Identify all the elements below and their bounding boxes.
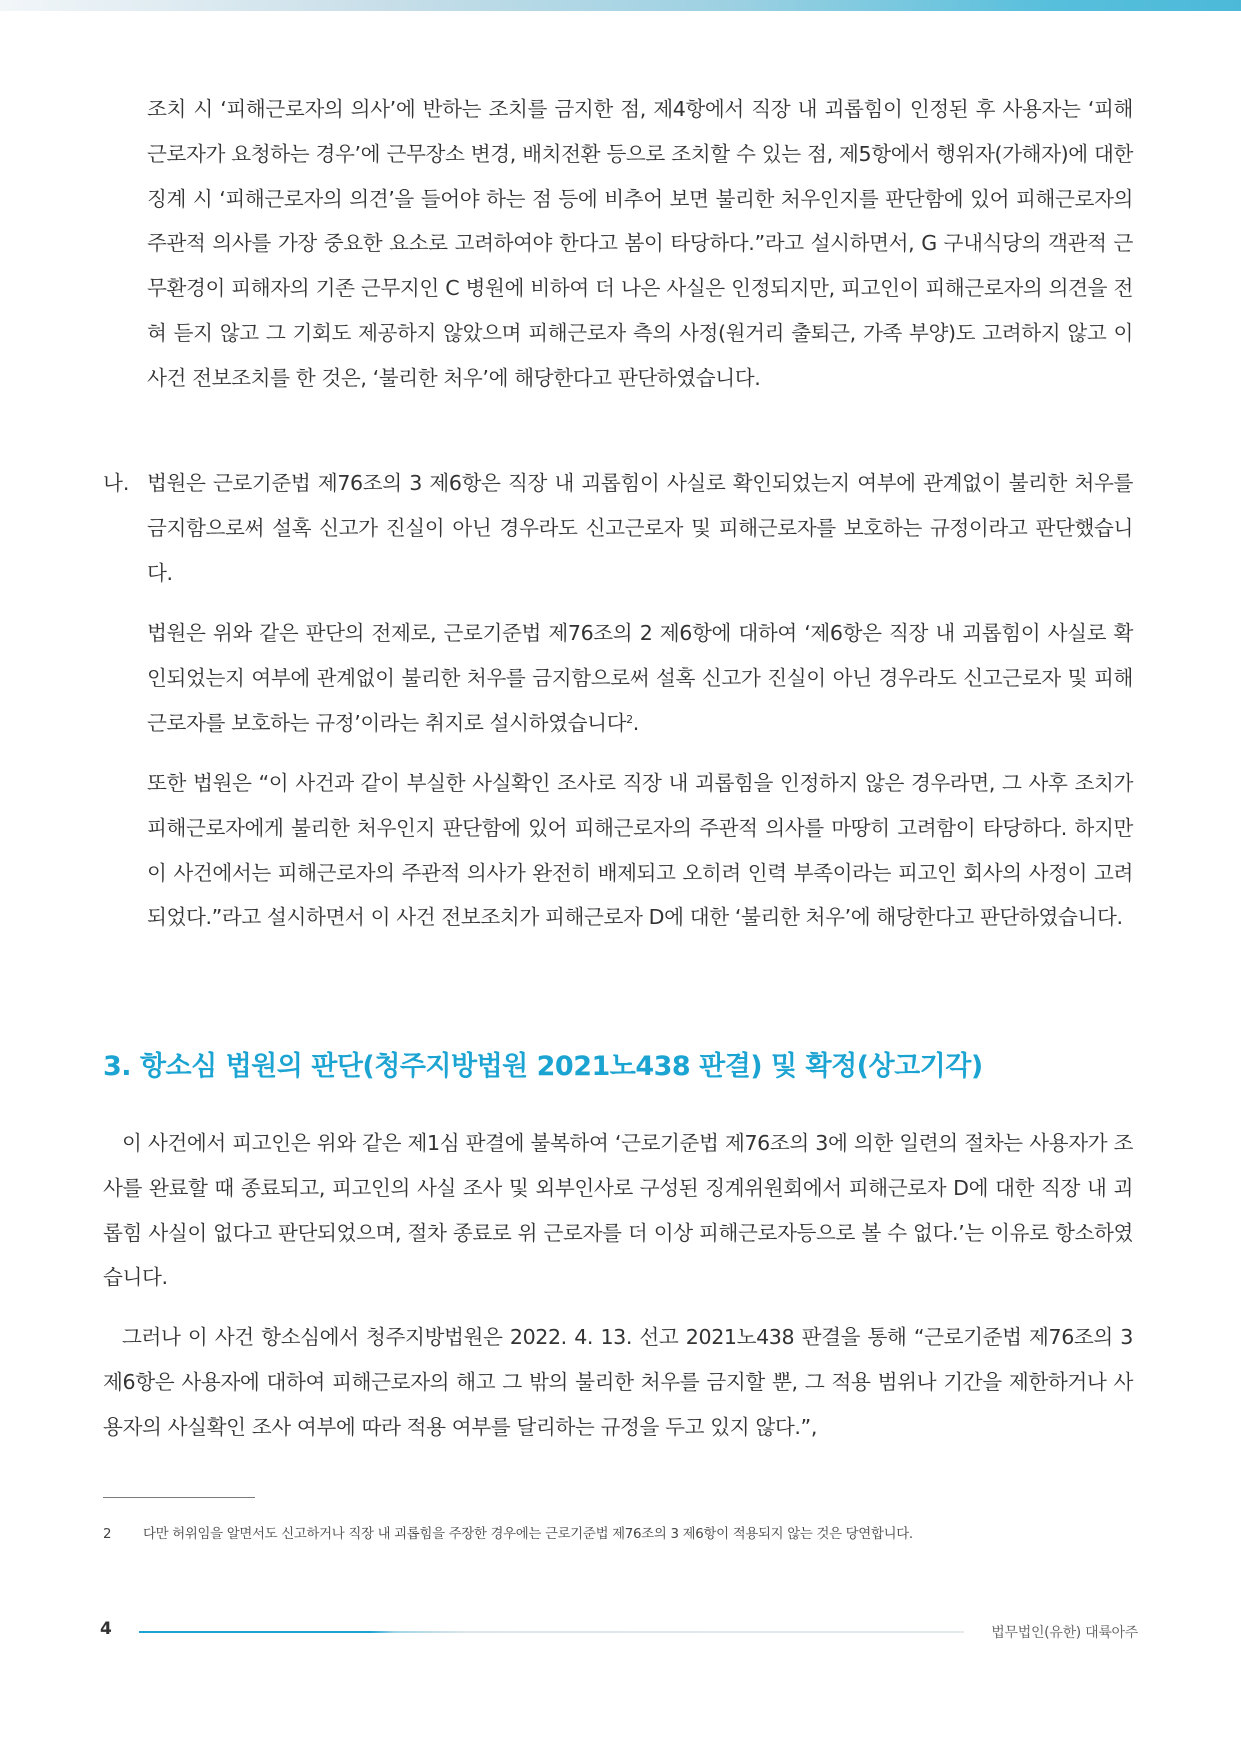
continuation-paragraph: 조치 시 ‘피해근로자의 의사’에 반하는 조치를 금지한 점, 제4항에서 직장 내 괴롭힘이 인정된 후 사용자는 ‘피해근로자가 요청하는 경우’에 근무장소 변경, 배치전환 등으로 조치할 수 있는 점, 제5항에서 행위자(가해자)에 대한 징계 시 ‘피해근로자의 의견’을 들어야 하는 점 등에 비추어 보면 불리한 처우인지를 판단함에 있어 피해근로자의 주관적 의사를 가장 중요한 요소로 고려하여야 한다고 봄이 타당하다.”라고 설시하면서, G 구내식당의 객관적 근무환경이 피해자의 기존 근무지인 C 병원에 비하여 더 나은 사실은 인정되지만, 피고인이 피해근로자의 의견을 전혀 듣지 않고 그 기회도 제공하지 않았으며 피해근로자 측의 사정(원거리 출퇴근, 가족 부양)도 고려하지 않고 이 사건 전보조치를 한 것은, ‘불리한 처우’에 해당한다고 판단하였습니다.: [147, 97, 1133, 390]
footnote-reference: 2: [626, 712, 633, 726]
item-na-paragraph: 법원은 근로기준법 제76조의 3 제6항은 직장 내 괴롭힘이 사실로 확인되었는지 여부에 관계없이 불리한 처우를 금지함으로써 설혹 신고가 진실이 아닌 경우라도 신고근로자 및 피해근로자를 보호하는 규정이라고 판단했습니다.: [147, 471, 1133, 585]
list-marker-na: 나.: [103, 471, 130, 495]
section-3-paragraph-1: 이 사건에서 피고인은 위와 같은 제1심 판결에 불복하여 ‘근로기준법 제76조의 3에 의한 일련의 절차는 사용자가 조사를 완료할 때 종료되고, 피고인의 사실 조사 및 외부인사로 구성된 징계위원회에서 피해근로자 D에 대한 직장 내 괴롭힘 사실이 없다고 판단되었으며, 절차 종료로 위 근로자를 더 이상 피해근로자등으로 볼 수 없다.’는 이유로 항소하였습니다.: [103, 1131, 1133, 1290]
also-paragraph: 또한 법원은 “이 사건과 같이 부실한 사실확인 조사로 직장 내 괴롭힘을 인정하지 않은 경우라면, 그 사후 조치가 피해근로자에게 불리한 처우인지 판단함에 있어 피해근로자의 주관적 의사를 마땅히 고려함이 타당하다. 하지만 이 사건에서는 피해근로자의 주관적 의사가 완전히 배제되고 오히려 인력 부족이라는 피고인 회사의 사정이 고려되었다.”라고 설시하면서 이 사건 전보조치가 피해근로자 D에 대한 ‘불리한 처우’에 해당한다고 판단하였습니다.: [147, 771, 1133, 930]
premise-end: .: [632, 710, 639, 735]
section-3-heading: 3. 항소심 법원의 판단(청주지방법원 2021노438 판결) 및 확정(상고기각): [103, 1051, 983, 1082]
premise-paragraph: [147, 611, 1133, 745]
footnote-number: 2: [103, 1527, 112, 1542]
footnote-text: 다만 허위임을 알면서도 신고하거나 직장 내 괴롭힘을 주장한 경우에는 근로기준법 제76조의 3 제6항이 적용되지 않는 것은 당연합니다.: [143, 1527, 913, 1542]
premise-text: 법원은 위와 같은 판단의 전제로, 근로기준법 제76조의 2 제6항에 대하여 ‘제6항은 직장 내 괴롭힘이 사실로 확인되었는지 여부에 관계없이 불리한 처우를 금지함으로써 설혹 신고가 진실이 아닌 경우라도 신고근로자 및 피해근로자를 보호하는 규정’이라는 취지로 설시하였습니다: [147, 621, 1133, 735]
footer-divider: [139, 1631, 964, 1633]
footnote: [103, 1523, 1143, 1542]
footnote-divider: [103, 1497, 255, 1498]
top-decorative-bar: [0, 0, 1241, 11]
section-3-paragraph-2: 그러나 이 사건 항소심에서 청주지방법원은 2022. 4. 13. 선고 2021노438 판결을 통해 “근로기준법 제76조의 3 제6항은 사용자에 대하여 피해근로자의 해고 그 밖의 불리한 처우를 금지할 뿐, 그 적용 범위나 기간을 제한하거나 사용자의 사실확인 조사 여부에 따라 적용 여부를 달리하는 규정을 두고 있지 않다.”,: [103, 1325, 1133, 1439]
page-number: 4: [100, 1619, 112, 1639]
footer-firm-name: 법무법인(유한) 대륙아주: [991, 1625, 1138, 1641]
